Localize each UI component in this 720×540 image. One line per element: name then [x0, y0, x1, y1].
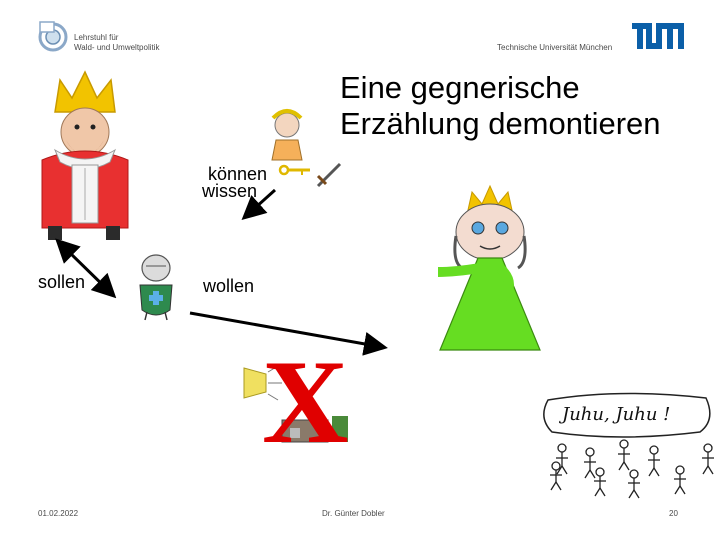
footer-date: 01.02.2022	[38, 509, 79, 518]
university-name: Technische Universität München	[497, 43, 613, 52]
label-koennen: können	[208, 164, 268, 184]
label-wissen: wissen	[202, 181, 258, 201]
footer-author: Dr. Günter Dobler	[322, 509, 385, 518]
label-sollen: sollen	[38, 272, 86, 292]
cross-text: X	[262, 335, 349, 468]
speech-text: Juhu, Juhu !	[562, 404, 671, 425]
slide-title-line1: Eine gegnerische	[340, 70, 580, 105]
slide-title-line2: Erzählung demontieren	[340, 106, 661, 141]
chair-name-line1: Lehrstuhl für	[74, 33, 119, 42]
label-wollen: wollen	[203, 276, 255, 296]
chair-name-line2: Wald- und Umweltpolitik	[74, 43, 160, 52]
footer-page-number: 20	[669, 509, 678, 518]
